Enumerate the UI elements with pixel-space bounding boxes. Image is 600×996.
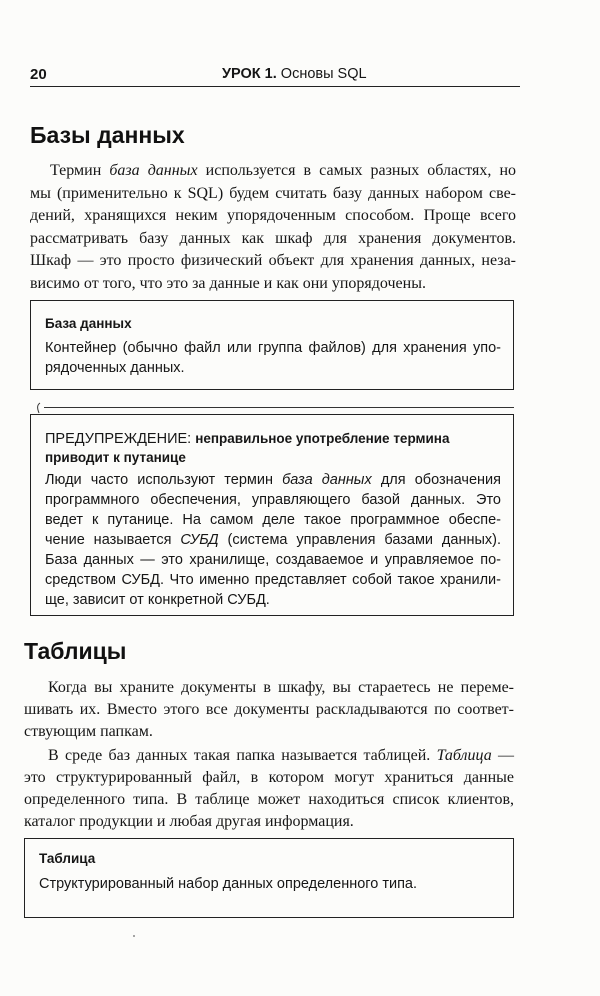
definition-text-line: Структурированный набор данных определенного типа. — [39, 876, 418, 892]
text-line: Шкаф — это просто физический объект для хранения данных, неза- — [30, 252, 516, 269]
warning-text-line: ще, зависит от конкретной СУБД. — [45, 592, 270, 608]
text-line: В среде баз данных такая папка называется таблицей. Таблица — — [48, 747, 515, 764]
warning-label: ПРЕДУПРЕЖДЕНИЕ: — [45, 431, 196, 447]
definition-text-line: Контейнер (обычно файл или группа файлов) для хранения упо- — [45, 340, 501, 356]
text-line: рассматривать базу данных как шкаф для хранения документов. — [30, 230, 516, 247]
print-speck — [133, 935, 135, 937]
text-line: шивать их. Вместо этого все документы раскладываются по соответ- — [24, 701, 514, 718]
definition-text-line: рядоченных данных. — [45, 360, 185, 376]
section-heading-tables: Таблицы — [24, 638, 127, 664]
text-line: определенного типа. В таблице может находиться список клиентов, — [24, 791, 514, 808]
text-line: ствующим папкам. — [24, 723, 153, 740]
text-line: каталог продукции и любая другая информация. — [24, 813, 354, 830]
running-header — [222, 66, 367, 82]
warning-text-line: База данных — это хранилище, создаваемое и управляемое по- — [45, 552, 501, 568]
definition-box-database — [30, 300, 514, 390]
warning-text-line: средством СУБД. Что именно представляет собой такое хранили- — [45, 572, 501, 588]
text-line: мы (применительно к SQL) будем считать базу данных набором све- — [30, 185, 516, 202]
text-line: Термин база данных используется в самых разных областях, но — [50, 162, 516, 179]
lesson-title: Основы SQL — [280, 66, 367, 82]
section-heading-databases: Базы данных — [30, 122, 185, 148]
warning-marker-icon — [34, 402, 44, 414]
warning-text-line: ведет к путанице. На самом деле такое программное обеспе- — [45, 512, 501, 528]
warning-text-line: Люди часто используют термин база данных для обозначения — [45, 472, 501, 488]
text-line: это структурированный файл, в котором могут храниться данные — [24, 769, 514, 786]
definition-title: База данных — [45, 316, 132, 331]
definition-box-table — [24, 838, 514, 918]
warning-top-rule — [44, 407, 514, 408]
text-line: висимо от того, что это за данные и как они упорядочены. — [30, 275, 426, 292]
warning-box — [30, 414, 514, 616]
lesson-label: УРОК 1. — [222, 66, 277, 82]
warning-text-line: чение называется СУБД (система управления базами данных). — [45, 532, 501, 548]
page-number: 20 — [30, 66, 47, 83]
warning-text-line: программного обеспечения, управляющего базой данных. Это — [45, 492, 501, 508]
warning-title-line: приводит к путанице — [45, 450, 186, 465]
text-line: Когда вы храните документы в шкафу, вы стараетесь не переме- — [48, 679, 514, 696]
warning-title-line — [45, 429, 449, 449]
header-rule — [30, 86, 520, 87]
definition-title: Таблица — [39, 851, 96, 866]
warning-title: неправильное употребление термина — [195, 431, 450, 446]
text-line: дений, хранящихся неким упорядоченным способом. Проще всего — [30, 207, 516, 224]
